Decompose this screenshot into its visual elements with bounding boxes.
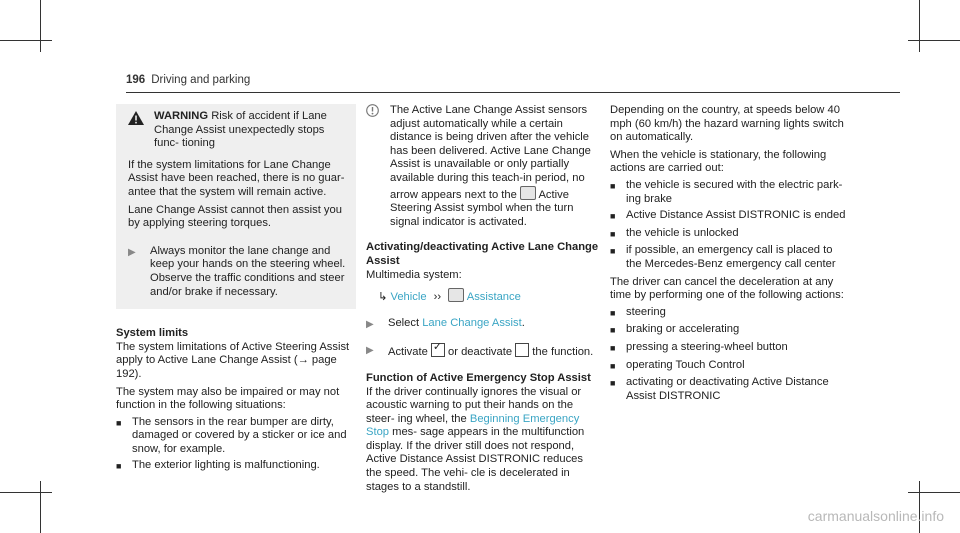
step-text: Activate <box>388 346 431 359</box>
crop-mark <box>919 0 920 52</box>
limits-paragraph: The system may also be impaired or may not function in the following situations: <box>116 385 340 412</box>
bullet-icon: ■ <box>610 307 616 318</box>
note-block <box>366 104 600 229</box>
step-arrow-icon: ▶ <box>366 345 374 357</box>
emergency-heading: Function of Active Emergency Stop Assist <box>366 371 591 384</box>
activate-heading: Activating/deactivating Active Lane Change Assist <box>366 241 599 267</box>
note-text: Active Steering Assist symbol when the turn signal indicator is activated. <box>390 188 574 228</box>
page-ref: page 192). <box>116 354 337 380</box>
emergency-text: mes- sage appears in the multifunction display. If the driver still does not respond, Active Distance Assist DISTRONIC reduces the speed. The vehi- cle is decelerated in stages to a standstill. <box>366 426 585 493</box>
note-text: The Active Lane Change Assist sensors adjust automatically while a certain distance is being driven after the vehicle has been delivered. Active Lane Change Assist is unavailable or only partially available during this teach-in period, no arrow appears next to the <box>390 104 591 201</box>
warning-paragraph: If the system limitations for Lane Change Assist have been reached, there is no guar- antee that the system will remain active. <box>128 158 345 198</box>
page-ref-arrow-icon: → <box>297 354 309 367</box>
info-icon <box>366 104 380 229</box>
column-1 <box>116 104 356 474</box>
bullet-icon: ■ <box>610 325 616 336</box>
bullet-icon: ■ <box>610 342 616 353</box>
step-text: . <box>521 316 525 329</box>
lane-change-assist-link: Lane Change Assist <box>422 316 522 329</box>
crop-mark <box>919 481 920 533</box>
column-2 <box>366 104 600 494</box>
menu-chevron-icon: ›› <box>433 291 442 304</box>
bullet-icon: ■ <box>116 417 122 428</box>
steering-assist-icon <box>520 186 536 200</box>
paragraph: Depending on the country, at speeds below 40 mph (60 km/h) the hazard warning lights switch on automatically. <box>610 104 844 144</box>
warning-title: WARNING <box>154 110 209 122</box>
menu-vehicle: Vehicle <box>390 291 427 304</box>
warning-lead: Risk of accident if Lane Change Assist unexpectedly stops func- tioning <box>154 110 327 150</box>
crop-mark <box>908 492 960 493</box>
list-item: braking or accelerating <box>626 323 740 336</box>
list-item: if possible, an emergency call is placed to the Mercedes-Benz emergency call center <box>626 244 836 270</box>
warning-triangle-icon <box>128 111 146 151</box>
bullet-icon: ■ <box>116 461 122 472</box>
crop-mark <box>0 40 52 41</box>
emergency-text: If the driver continually ignores the visual or acoustic warning to put their hands on the steer- ing wheel, the <box>366 385 582 425</box>
bullet-icon: ■ <box>610 246 616 257</box>
page-number: 196 <box>126 74 146 86</box>
paragraph: When the vehicle is stationary, the following actions are carried out: <box>610 148 827 175</box>
limits-text: The system limitations of Active Steering Assist apply to Active Lane Change Assist ( <box>116 340 350 367</box>
menu-assistance: Assistance <box>466 291 521 304</box>
list-item: activating or deactivating Active Distance Assist DISTRONIC <box>626 376 829 402</box>
list-item: Active Distance Assist DISTRONIC is ended <box>626 209 846 222</box>
crop-mark <box>40 0 41 52</box>
multimedia-label: Multimedia system: <box>366 268 462 281</box>
section-title: Driving and parking <box>151 74 251 86</box>
menu-arrow-icon: ↳ <box>378 291 388 304</box>
step-arrow-icon: ▶ <box>128 246 136 258</box>
bullet-icon: ■ <box>610 211 616 222</box>
crop-mark <box>908 40 960 41</box>
list-item: pressing a steering-wheel button <box>626 340 788 353</box>
checkbox-empty-icon <box>515 343 529 357</box>
bullet-icon: ■ <box>610 378 616 389</box>
list-item: steering <box>626 305 666 318</box>
crop-mark <box>40 481 41 533</box>
list-item: The exterior lighting is malfunctioning. <box>132 459 320 472</box>
watermark: carmanualsonline.info <box>807 508 944 524</box>
list-item: the vehicle is secured with the electric park- ing brake <box>626 178 843 205</box>
step-arrow-icon: ▶ <box>366 318 374 330</box>
step-text: or deactivate <box>444 346 516 359</box>
warning-paragraph: Lane Change Assist cannot then assist you by applying steering torques. <box>128 203 342 230</box>
page-header <box>126 74 250 86</box>
warning-box <box>116 104 356 309</box>
list-item: the vehicle is unlocked <box>626 226 739 239</box>
checkbox-checked-icon <box>431 343 445 357</box>
bullet-icon: ■ <box>610 360 616 371</box>
step-text: the function. <box>529 346 594 359</box>
step-text: Select <box>388 316 423 329</box>
warning-step: Always monitor the lane change and keep your hands on the steering wheel. Observe the traffic conditions and steer and/or brake if necessary. <box>150 244 346 298</box>
emergency-stop-message: Beginning Emergency Stop <box>366 412 580 439</box>
header-rule <box>126 92 900 93</box>
limits-heading: System limits <box>116 327 189 340</box>
list-item: The sensors in the rear bumper are dirty, damaged or covered by a sticker or ice and snow, for example. <box>132 415 347 455</box>
paragraph: The driver can cancel the deceleration at any time by performing one of the following actions: <box>610 275 844 302</box>
column-3 <box>610 104 846 403</box>
list-item: operating Touch Control <box>626 358 745 371</box>
assistance-car-icon <box>448 288 464 302</box>
bullet-icon: ■ <box>610 180 616 191</box>
bullet-icon: ■ <box>610 228 616 239</box>
crop-mark <box>0 492 52 493</box>
